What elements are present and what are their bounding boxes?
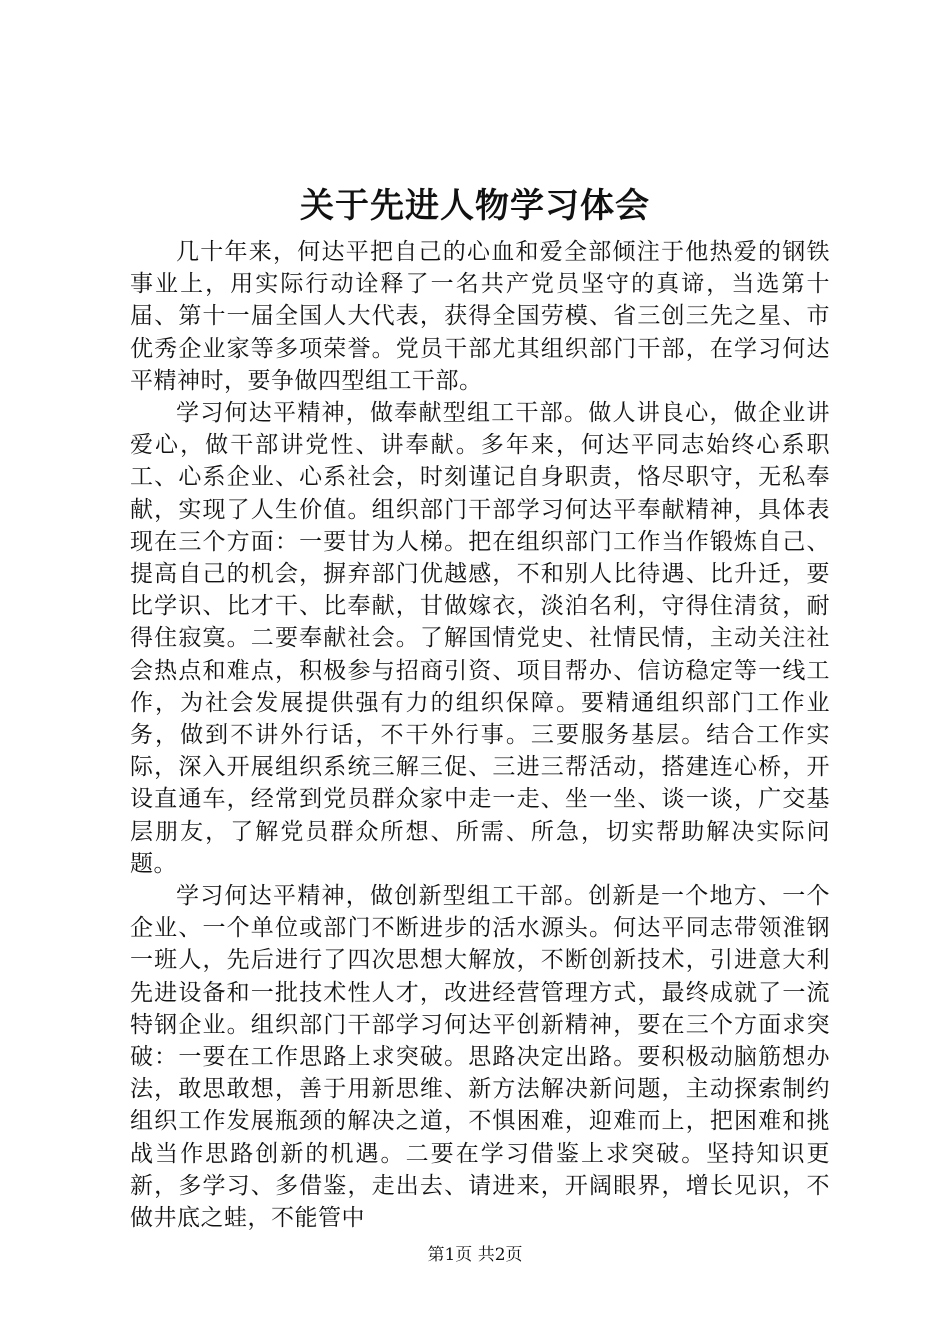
paragraph-dedication: 学习何达平精神，做奉献型组工干部。做人讲良心，做企业讲爱心，做干部讲党性、讲奉献。多年来，何达平同志始终心系职工、心系企业、心系社会，时刻谨记自身职责，恪尽职守，无私奉献，实现了人生价值。组织部门干部学习何达平奉献精神，具体表现在三个方面：一要甘为人梯。把在组织部门工作当作锻炼自己、提高自己的机会，摒弃部门优越感，不和别人比待遇、比升迁，要比学识、比才干、比奉献，甘做嫁衣，淡泊名利，守得住清贫，耐得住寂寞。二要奉献社会。了解国情党史、社情民情，主动关注社会热点和难点，积极参与招商引资、项目帮办、信访稳定等一线工作，为社会发展提供强有力的组织保障。要精通组织部门工作业务，做到不讲外行话，不干外行事。三要服务基层。结合工作实际，深入开展组织系统三解三促、三进三帮活动，搭建连心桥，开设直通车，经常到党员群众家中走一走、坐一坐、谈一谈，广交基层朋友，了解党员群众所想、所需、所急，切实帮助解决实际问题。	[130, 400, 830, 877]
document-title: 关于先进人物学习体会	[300, 186, 650, 226]
document-body	[130, 236, 830, 1234]
paragraph-innovation: 学习何达平精神，做创新型组工干部。创新是一个地方、一个企业、一个单位或部门不断进步的活水源头。何达平同志带领淮钢一班人，先后进行了四次思想大解放，不断创新技术，引进意大利先进设备和一批技术性人才，改进经营管理方式，最终成就了一流特钢企业。组织部门干部学习何达平创新精神，要在三个方面求突破：一要在工作思路上求突破。思路决定出路。要积极动脑筋想办法，敢思敢想，善于用新思维、新方法解决新问题，主动探索制约组织工作发展瓶颈的解决之道，不惧困难，迎难而上，把困难和挑战当作思路创新的机遇。二要在学习借鉴上求突破。坚持知识更新，多学习、多借鉴，走出去、请进来，开阔眼界，增长见识，不做井底之蛙，不能管中	[130, 883, 830, 1232]
page-number-footer: 第1页 共2页	[427, 1245, 523, 1265]
paragraph-intro: 几十年来，何达平把自己的心血和爱全部倾注于他热爱的钢铁事业上，用实际行动诠释了一名共产党员坚守的真谛，当选第十届、第十一届全国人大代表，获得全国劳模、省三创三先之星、市优秀企业家等多项荣誉。党员干部尤其组织部门干部，在学习何达平精神时，要争做四型组工干部。	[130, 239, 830, 394]
